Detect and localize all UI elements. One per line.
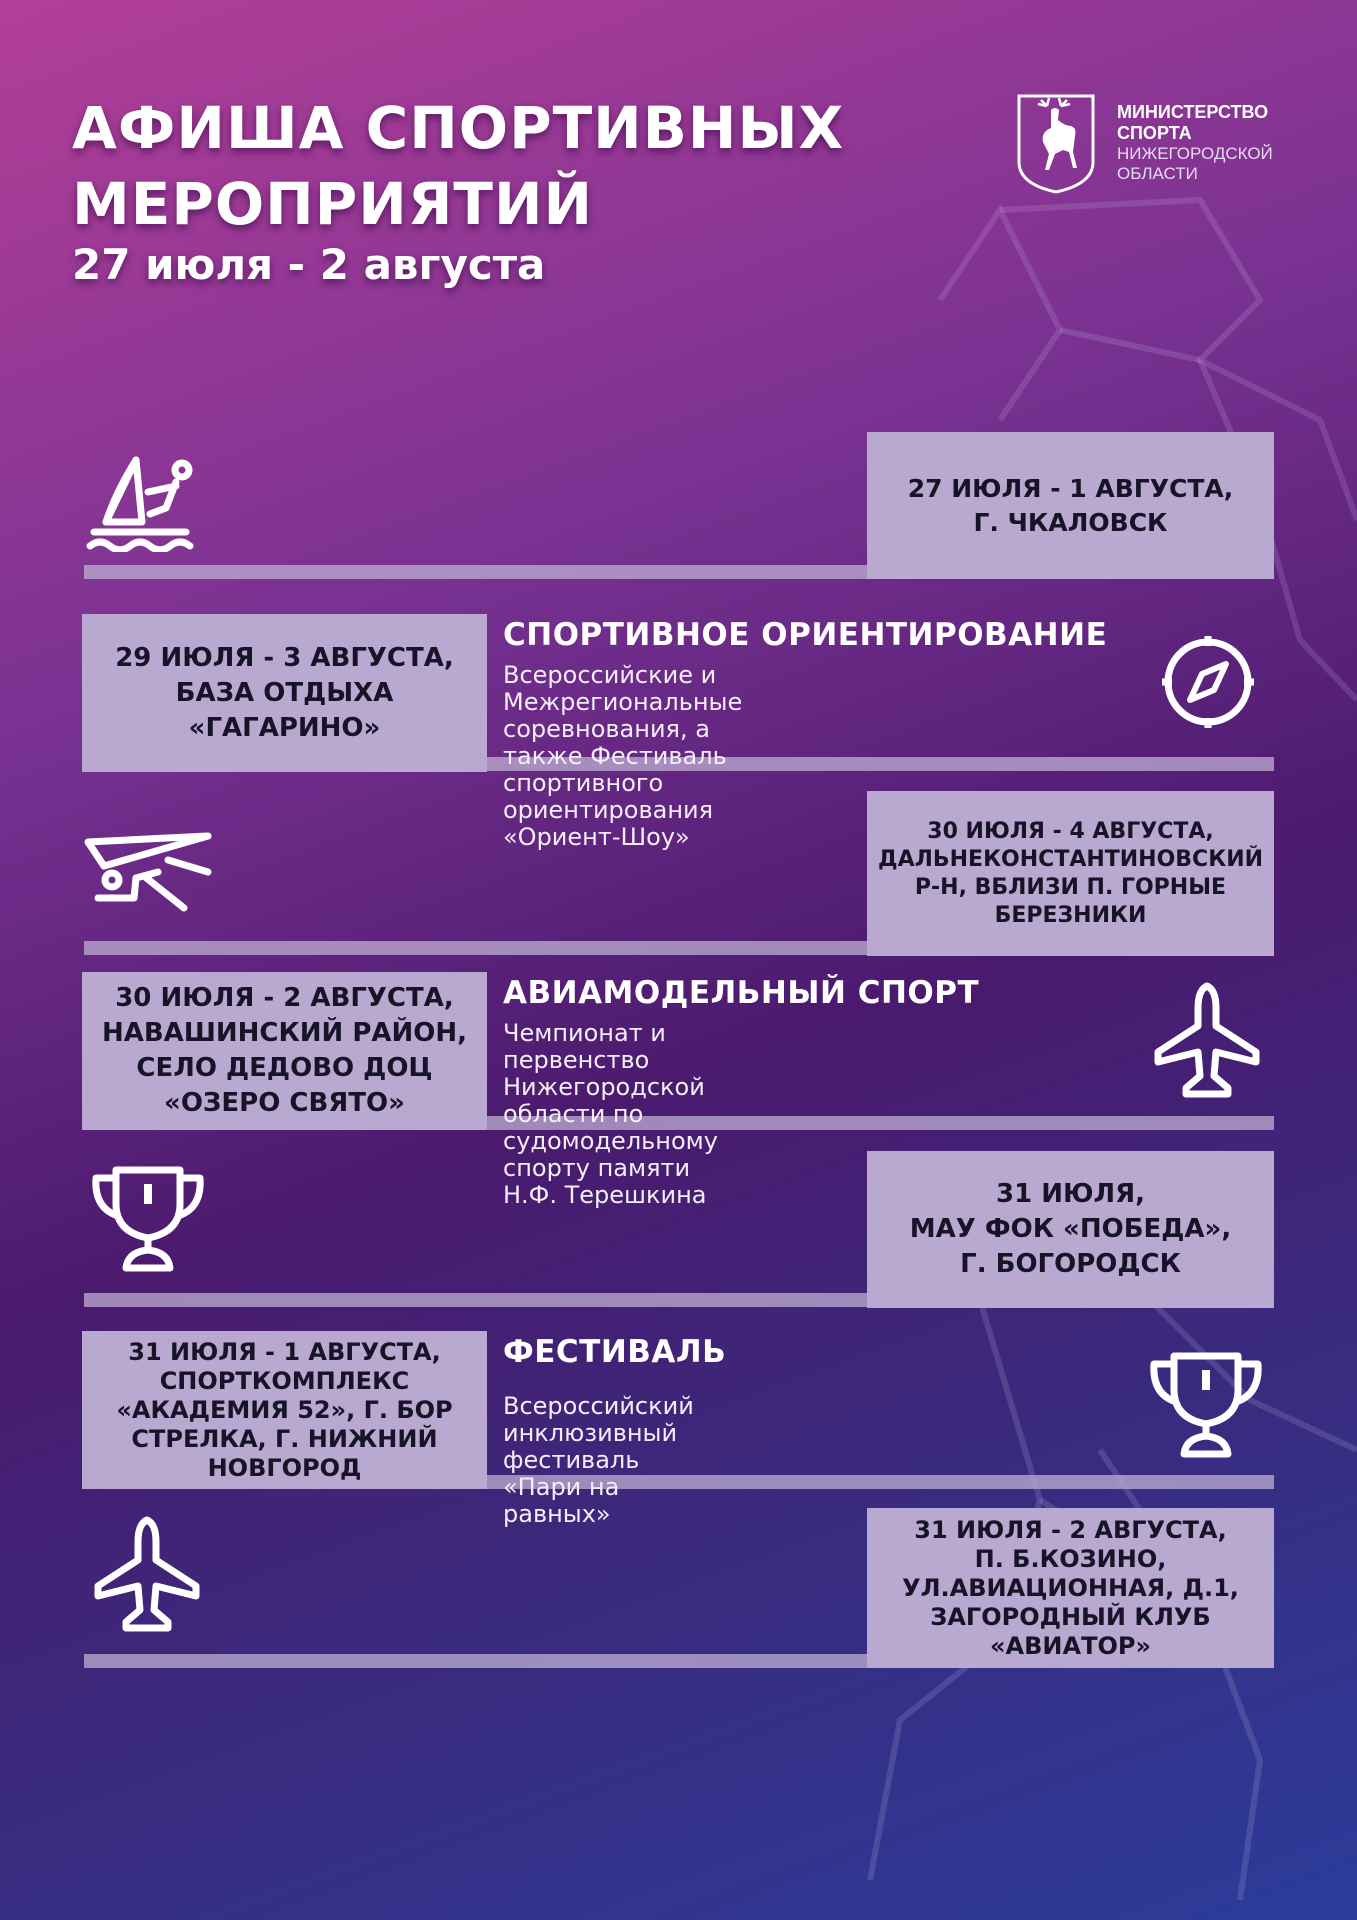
title-line-1: АФИША СПОРТИВНЫХ	[72, 94, 845, 162]
airplane-icon	[1152, 980, 1262, 1100]
event-date-text: 29 ИЮЛЯ - 3 АВГУСТА, БАЗА ОТДЫХА «ГАГАРИНО»	[115, 642, 454, 743]
compass-icon	[1158, 632, 1258, 732]
event-date-text: 31 ИЮЛЯ - 1 АВГУСТА, СПОРТКОМПЛЕКС «АКАДЕМИЯ 52», Г. БОР СТРЕЛКА, Г. НИЖНИЙ НОВГОРОД	[116, 1337, 453, 1482]
airplane-icon	[92, 1514, 202, 1634]
title-line-2: МЕРОПРИЯТИЙ	[72, 170, 594, 238]
trophy-icon	[1146, 1350, 1266, 1460]
event-date-text: 31 ИЮЛЯ - 2 АВГУСТА, П. Б.КОЗИНО, УЛ.АВИАЦИОННАЯ, Д.1, ЗАГОРОДНЫЙ КЛУБ «АВИАТОР»	[902, 1515, 1239, 1660]
logo-text-line-3: НИЖЕГОРОДСКОЙ	[1117, 144, 1273, 163]
date-range-subtitle: 27 июля - 2 августа	[72, 240, 546, 289]
ministry-logo	[1015, 92, 1305, 202]
windsurfing-icon	[86, 452, 206, 552]
hang-glider-icon	[84, 832, 214, 912]
event-description: Чемпионат и первенство Нижегородской области по судомодельному спорту памяти Н.Ф. Терешкина	[503, 1019, 718, 1209]
logo-text-line-2: СПОРТА	[1117, 123, 1192, 143]
event-sport-title: СПОРТИВНОЕ ОРИЕНТИРОВАНИЕ	[503, 617, 1108, 653]
event-description: Всероссийские и Межрегиональные соревнования, а также Фестиваль спортивного ориентирования «Ориент-Шоу»	[503, 661, 743, 851]
event-date-location	[82, 1331, 487, 1489]
event-date-location	[867, 432, 1274, 579]
event-date-text: 31 ИЮЛЯ, МАУ ФОК «ПОБЕДА», Г. БОГОРОДСК	[909, 1179, 1232, 1279]
event-date-location	[82, 614, 487, 772]
event-date-location	[867, 791, 1274, 956]
event-date-text: 30 ИЮЛЯ - 4 АВГУСТА, ДАЛЬНЕКОНСТАНТИНОВСКИЙ Р-Н, ВБЛИЗИ П. ГОРНЫЕ БЕРЕЗНИКИ	[877, 818, 1264, 928]
page-title	[72, 90, 844, 242]
event-sport-title: АВИАМОДЕЛЬНЫЙ СПОРТ	[503, 975, 980, 1011]
deer-emblem-icon	[1015, 92, 1097, 196]
event-date-text: 27 ИЮЛЯ - 1 АВГУСТА, Г. ЧКАЛОВСК	[907, 473, 1234, 537]
logo-text-line-1: МИНИСТЕРСТВО	[1117, 102, 1269, 122]
event-sport-title: ФЕСТИВАЛЬ	[503, 1334, 727, 1370]
event-date-text: 30 ИЮЛЯ - 2 АВГУСТА, НАВАШИНСКИЙ РАЙОН, СЕЛО ДЕДОВО ДОЦ «ОЗЕРО СВЯТО»	[101, 983, 468, 1118]
event-date-location	[867, 1508, 1274, 1668]
trophy-icon	[88, 1164, 208, 1274]
event-date-location	[867, 1151, 1274, 1308]
event-date-location	[82, 972, 487, 1130]
event-description: Всероссийский инклюзивный фестиваль «Пари на равных»	[503, 1392, 694, 1528]
logo-text-line-4: ОБЛАСТИ	[1117, 164, 1198, 183]
